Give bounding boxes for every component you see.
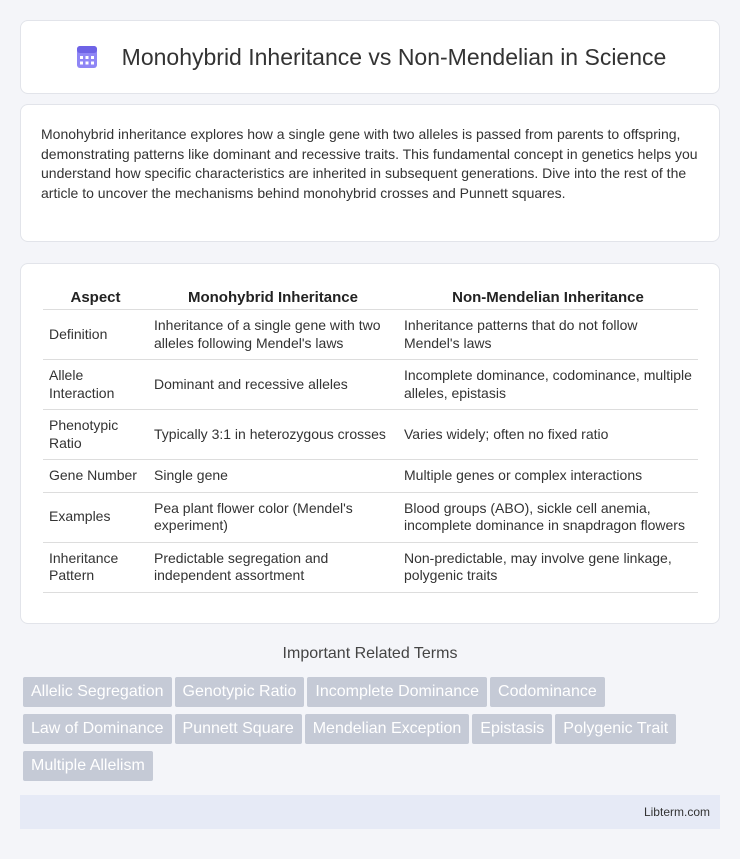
column-header: Aspect bbox=[43, 284, 148, 310]
tag-punnett-square[interactable]: Punnett Square bbox=[175, 714, 302, 744]
table-cell: Single gene bbox=[148, 460, 398, 493]
table-cell: Predictable segregation and independent assortment bbox=[148, 542, 398, 592]
table-cell: Blood groups (ABO), sickle cell anemia, incomplete dominance in snapdragon flowers bbox=[398, 492, 698, 542]
tag-polygenic-trait[interactable]: Polygenic Trait bbox=[555, 714, 676, 744]
comparison-table-card bbox=[20, 263, 720, 624]
table-cell: Varies widely; often no fixed ratio bbox=[398, 410, 698, 460]
calculator-grid-icon bbox=[74, 44, 100, 70]
table-cell: Inheritance patterns that do not follow Mendel's laws bbox=[398, 310, 698, 360]
intro-card bbox=[20, 104, 720, 242]
table-cell: Multiple genes or complex interactions bbox=[398, 460, 698, 493]
column-header: Monohybrid Inheritance bbox=[148, 284, 398, 310]
table-cell: Examples bbox=[43, 492, 148, 542]
related-terms-tags bbox=[23, 677, 723, 788]
table-row bbox=[43, 410, 698, 460]
table-row bbox=[43, 360, 698, 410]
header-card bbox=[20, 20, 720, 94]
table-header-row bbox=[43, 284, 698, 310]
tag-multiple-allelism[interactable]: Multiple Allelism bbox=[23, 751, 153, 781]
related-terms-title: Important Related Terms bbox=[282, 645, 458, 662]
tag-mendelian-exception[interactable]: Mendelian Exception bbox=[305, 714, 470, 744]
table-row bbox=[43, 542, 698, 592]
table-cell: Allele Interaction bbox=[43, 360, 148, 410]
intro-text: Monohybrid inheritance explores how a single gene with two alleles is passed from parents to offspring, demonstrating patterns like dominant and recessive traits. This fundamental concept in genetics helps you understand how specific characteristics are inherited in subsequent generations. Dive into the rest of the article to uncover the mechanisms behind monohybrid crosses and Punnett squares. bbox=[41, 126, 698, 202]
table-cell: Dominant and recessive alleles bbox=[148, 360, 398, 410]
table-cell: Pea plant flower color (Mendel's experiment) bbox=[148, 492, 398, 542]
table-cell: Non-predictable, may involve gene linkage, polygenic traits bbox=[398, 542, 698, 592]
comparison-table bbox=[43, 284, 698, 593]
table-cell: Incomplete dominance, codominance, multiple alleles, epistasis bbox=[398, 360, 698, 410]
tag-incomplete-dominance[interactable]: Incomplete Dominance bbox=[307, 677, 487, 707]
table-cell: Phenotypic Ratio bbox=[43, 410, 148, 460]
table-cell: Inheritance of a single gene with two alleles following Mendel's laws bbox=[148, 310, 398, 360]
page-title: Monohybrid Inheritance vs Non-Mendelian in Science bbox=[121, 43, 667, 70]
tag-codominance[interactable]: Codominance bbox=[490, 677, 605, 707]
footer-brand-link[interactable]: Libterm.com bbox=[643, 805, 710, 819]
table-row bbox=[43, 492, 698, 542]
table-cell: Inheritance Pattern bbox=[43, 542, 148, 592]
table-cell: Gene Number bbox=[43, 460, 148, 493]
table-row bbox=[43, 310, 698, 360]
tag-law-of-dominance[interactable]: Law of Dominance bbox=[23, 714, 172, 744]
tag-genotypic-ratio[interactable]: Genotypic Ratio bbox=[175, 677, 305, 707]
footer bbox=[20, 795, 720, 829]
table-cell: Typically 3:1 in heterozygous crosses bbox=[148, 410, 398, 460]
column-header: Non-Mendelian Inheritance bbox=[398, 284, 698, 310]
table-row bbox=[43, 460, 698, 493]
tag-epistasis[interactable]: Epistasis bbox=[472, 714, 552, 744]
table-cell: Definition bbox=[43, 310, 148, 360]
tag-allelic-segregation[interactable]: Allelic Segregation bbox=[23, 677, 172, 707]
